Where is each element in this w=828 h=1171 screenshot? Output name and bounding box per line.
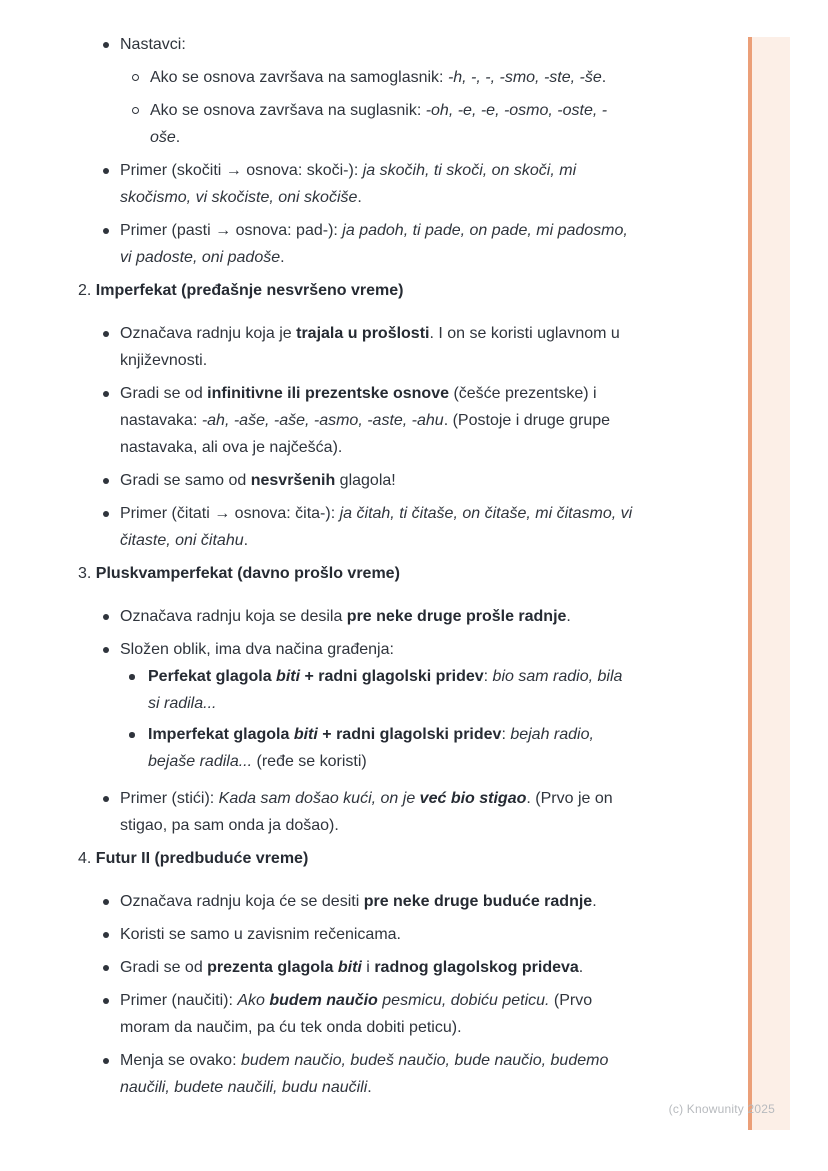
text-segment: glagola! xyxy=(335,472,396,489)
list-item-text xyxy=(150,64,634,91)
text-segment: Primer (naučiti): xyxy=(120,992,238,1009)
text-segment: -ah, -aše, -aše, -asmo, -aste, -ahu xyxy=(201,412,444,429)
list-item-text xyxy=(120,954,634,981)
text-segment: prezenta glagola xyxy=(207,959,338,976)
text-segment: . xyxy=(357,189,362,206)
text-segment: . xyxy=(592,893,597,910)
text-segment: Primer (pasti → osnova: pad-): xyxy=(120,222,343,239)
section-heading xyxy=(78,277,634,304)
text-segment: Pluskvamperfekat (davno prošlo vreme) xyxy=(95,565,400,582)
list-item xyxy=(78,500,634,554)
list-item-text xyxy=(120,603,634,630)
text-segment: radni glagolski pridev xyxy=(318,668,484,685)
bullet-marker xyxy=(102,921,120,948)
list-item-text xyxy=(120,500,634,554)
list-item xyxy=(78,785,634,839)
section-heading xyxy=(78,845,634,872)
text-segment: Složen oblik, ima dva načina građenja: xyxy=(120,641,394,658)
section-heading xyxy=(78,560,634,587)
text-segment: radnog glagolskog prideva xyxy=(374,959,579,976)
page-edge-stripe-line xyxy=(748,37,752,1130)
text-segment: trajala u prošlosti xyxy=(296,325,430,342)
text-segment: biti xyxy=(276,668,301,685)
list-item xyxy=(78,987,634,1041)
bullet-marker xyxy=(128,663,148,717)
text-segment: radni glagolski pridev xyxy=(336,726,502,743)
copyright-text: (c) Knowunity 2025 xyxy=(668,1102,775,1116)
text-segment: Gradi se od xyxy=(120,385,208,402)
text-segment: . (Postoje i druge grupe nastavaka, ali ova je najčešća). xyxy=(120,412,611,456)
list-item-text xyxy=(120,1047,634,1101)
list-item xyxy=(120,721,634,775)
list-item-text xyxy=(120,157,634,211)
list-item xyxy=(78,380,634,461)
text-segment: . xyxy=(280,249,285,266)
text-segment: Označava radnju koja se desila xyxy=(120,608,347,625)
text-segment: pre neke druge prošle radnje xyxy=(346,608,567,625)
text-segment: (Prvo moram da naučim, pa ću tek onda dobiti peticu). xyxy=(120,992,593,1036)
text-segment: Imperfekat glagola xyxy=(148,726,294,743)
list-item xyxy=(78,921,634,948)
list-item-text xyxy=(120,785,634,839)
text-segment: . xyxy=(601,69,607,86)
list-item-text xyxy=(120,987,634,1041)
section-number: 3. xyxy=(78,565,96,582)
list-item xyxy=(78,603,634,630)
list-item xyxy=(78,636,634,779)
list-item-text xyxy=(120,320,634,374)
text-segment: već bio stigao xyxy=(419,790,527,807)
list-item xyxy=(78,1047,634,1101)
text-segment: ja padoh, ti pade, on pade, mi padosmo, vi padoste, oni padoše xyxy=(120,222,628,266)
text-segment: (češće prezentske) i nastavaka: xyxy=(120,385,597,429)
list-item-text xyxy=(120,217,634,271)
text-segment: . xyxy=(367,1079,372,1096)
circle-bullet-marker xyxy=(131,64,150,91)
bullet-marker xyxy=(102,1047,120,1101)
list-item xyxy=(78,97,634,151)
text-segment: . xyxy=(175,129,181,146)
list-item-text xyxy=(120,31,634,58)
text-segment: nesvršenih xyxy=(250,472,336,489)
text-segment: pre neke druge buduće radnje xyxy=(363,893,593,910)
section-number: 4. xyxy=(78,850,96,867)
bullet-marker xyxy=(128,721,148,775)
text-segment: Kada sam došao kući, on je xyxy=(218,790,420,807)
text-segment: i xyxy=(361,959,375,976)
text-segment: . xyxy=(243,532,249,549)
text-segment: Perfekat glagola xyxy=(148,668,277,685)
text-segment: Gradi se samo od xyxy=(120,472,251,489)
text-segment: Ako se osnova završava na samoglasnik: xyxy=(150,69,448,86)
list-item-text xyxy=(120,636,634,779)
text-segment: -oh, -e, -e, -osmo, -oste, -oše xyxy=(150,102,608,146)
text-segment: : xyxy=(501,726,511,743)
text-segment: . xyxy=(578,959,584,976)
bullet-marker xyxy=(102,500,120,554)
list-item xyxy=(120,663,634,717)
text-segment: Futur II (predbuduće vreme) xyxy=(95,850,309,867)
text-segment: ja čitah, ti čitaše, on čitaše, mi čitasmo, vi čitaste, oni čitahu xyxy=(120,505,633,549)
text-segment: Primer (čitati → osnova: čita-): xyxy=(120,505,340,522)
text-segment: + xyxy=(317,726,337,743)
text-segment: Ako se osnova završava na suglasnik: xyxy=(150,102,426,119)
bullet-marker xyxy=(102,888,120,915)
page-edge-stripe xyxy=(752,37,790,1130)
list-item xyxy=(78,31,634,58)
circle-bullet-marker xyxy=(131,97,150,151)
text-segment: Označava radnju koja je xyxy=(120,325,297,342)
list-item xyxy=(78,467,634,494)
text-segment: . I on se koristi uglavnom u književnosti. xyxy=(120,325,620,369)
list-item xyxy=(78,954,634,981)
text-segment: . (Prvo je on stigao, pa sam onda ja došao). xyxy=(120,790,613,834)
text-segment: budem naučio xyxy=(269,992,378,1009)
text-segment: pesmicu, dobiću peticu. xyxy=(377,992,550,1009)
bullet-marker xyxy=(102,603,120,630)
text-segment: Primer (stići): xyxy=(120,790,219,807)
text-segment: Gradi se od xyxy=(120,959,208,976)
text-segment: Imperfekat (pređašnje nesvršeno vreme) xyxy=(95,282,404,299)
bullet-marker xyxy=(102,217,120,271)
text-segment: biti xyxy=(293,726,318,743)
list-item xyxy=(78,888,634,915)
text-segment: -h, -, -, -smo, -ste, -še xyxy=(447,69,602,86)
bullet-marker xyxy=(102,467,120,494)
text-segment: Nastavci: xyxy=(120,36,186,53)
bullet-marker xyxy=(102,954,120,981)
bullet-marker xyxy=(102,636,120,779)
text-segment: bejah radio, bejaše radila... xyxy=(148,726,594,770)
text-segment: : xyxy=(483,668,493,685)
text-segment: Ako xyxy=(237,992,270,1009)
text-segment: . xyxy=(566,608,571,625)
list-item xyxy=(78,64,634,91)
text-segment: Označava radnju koja će se desiti xyxy=(120,893,364,910)
list-item xyxy=(78,217,634,271)
list-item-text xyxy=(120,888,634,915)
bullet-marker xyxy=(102,157,120,211)
list-item-text xyxy=(148,721,634,775)
list-item-text xyxy=(120,380,634,461)
bullet-marker xyxy=(102,31,120,58)
bullet-marker xyxy=(102,987,120,1041)
nested-list xyxy=(120,663,634,775)
text-segment: biti xyxy=(337,959,362,976)
text-segment: budem naučio, budeš naučio, bude naučio, budemo naučili, budete naučili, budu naučili xyxy=(120,1052,609,1096)
list-item-text xyxy=(148,663,634,717)
text-segment: Koristi se samo u zavisnim rečenicama. xyxy=(120,926,401,943)
text-segment: (ređe se koristi) xyxy=(252,753,367,770)
list-item-text xyxy=(120,467,634,494)
text-segment: bio sam radio, bila si radila... xyxy=(148,668,623,712)
list-item-text xyxy=(120,921,634,948)
list-item xyxy=(78,320,634,374)
text-segment: + xyxy=(300,668,319,685)
text-segment: ja skočih, ti skoči, on skoči, mi skočismo, vi skočiste, oni skočiše xyxy=(120,162,577,206)
bullet-marker xyxy=(102,380,120,461)
text-segment: Menja se ovako: xyxy=(120,1052,241,1069)
text-segment: infinitivne ili prezentske osnove xyxy=(207,385,449,402)
bullet-marker xyxy=(102,320,120,374)
text-segment: Primer (skočiti → osnova: skoči-): xyxy=(120,162,363,179)
bullet-marker xyxy=(102,785,120,839)
section-number: 2. xyxy=(78,282,96,299)
list-item xyxy=(78,157,634,211)
list-item-text xyxy=(150,97,634,151)
document-content xyxy=(78,31,634,1107)
